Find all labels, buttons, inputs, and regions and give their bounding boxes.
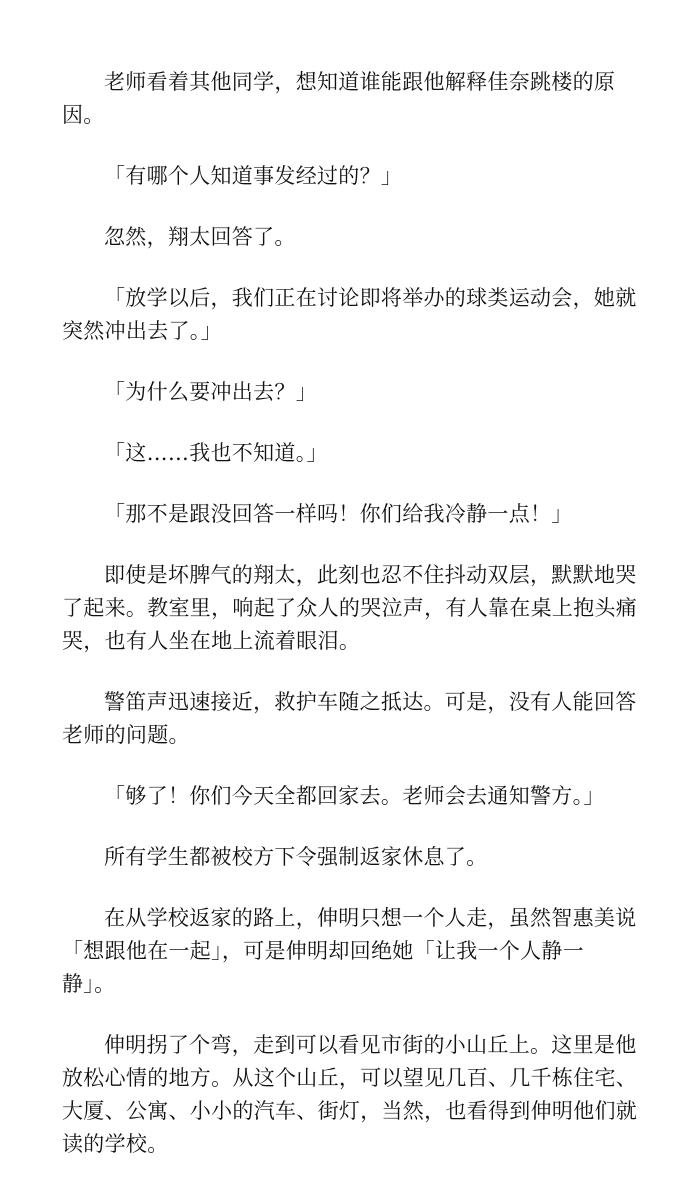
paragraph <box>62 221 642 254</box>
paragraph <box>62 66 642 132</box>
paragraph <box>62 376 642 409</box>
text-line: 「为什么要冲出去？」 <box>104 380 317 404</box>
text-line: 老师看着其他同学，想知道谁能跟他解释佳奈跳楼的原 <box>104 70 616 94</box>
text-line: 即使是坏脾气的翔太，此刻也忍不住抖动双层，默默地哭 <box>104 563 637 587</box>
text-line: 哭，也有人坐在地上流着眼泪。 <box>62 629 361 653</box>
text-line: 「有哪个人知道事发经过的？」 <box>104 164 403 188</box>
text-line: 放松心情的地方。从这个山丘，可以望见几百、几千栋住宅、 <box>62 1066 638 1090</box>
paragraph <box>62 498 642 531</box>
paragraph <box>62 902 642 1001</box>
text-line: 「够了！你们今天全都回家去。老师会去通知警方。」 <box>104 784 605 808</box>
text-line: 静」。 <box>62 972 116 996</box>
paragraph <box>62 559 642 658</box>
text-line: 了起来。教室里，响起了众人的哭泣声，有人靠在桌上抱头痛 <box>62 596 638 620</box>
text-line: 老师的问题。 <box>62 723 190 747</box>
text-line: 忽然，翔太回答了。 <box>104 225 296 249</box>
paragraph <box>62 282 642 348</box>
text-line: 警笛声迅速接近，救护车随之抵达。可是，没有人能回答 <box>104 690 637 714</box>
text-line: 大厦、公寓、小小的汽车、街灯，当然，也看得到伸明他们就 <box>62 1099 638 1123</box>
paragraph <box>62 780 642 813</box>
text-line: 「放学以后，我们正在讨论即将举办的球类运动会，她就 <box>104 286 637 310</box>
text-line: 因。 <box>62 103 105 127</box>
paragraph <box>62 437 642 470</box>
text-line: 突然冲出去了。」 <box>62 319 222 343</box>
paragraph <box>62 160 642 193</box>
text-line: 「这……我也不知道。」 <box>104 441 328 465</box>
paragraph <box>62 841 642 874</box>
paragraph <box>62 686 642 752</box>
text-line: 「想跟他在一起」，可是伸明却回绝她「让我一个人静一 <box>62 939 584 963</box>
text-line: 伸明拐了个弯，走到可以看见市街的小山丘上。这里是他 <box>104 1033 637 1057</box>
document-page <box>62 66 642 1189</box>
paragraph <box>62 1029 642 1161</box>
text-line: 「那不是跟没回答一样吗！你们给我冷静一点！」 <box>104 502 573 526</box>
text-line: 所有学生都被校方下令强制返家休息了。 <box>104 845 488 869</box>
text-line: 在从学校返家的路上，伸明只想一个人走，虽然智惠美说 <box>104 906 637 930</box>
text-line: 读的学校。 <box>62 1132 169 1156</box>
